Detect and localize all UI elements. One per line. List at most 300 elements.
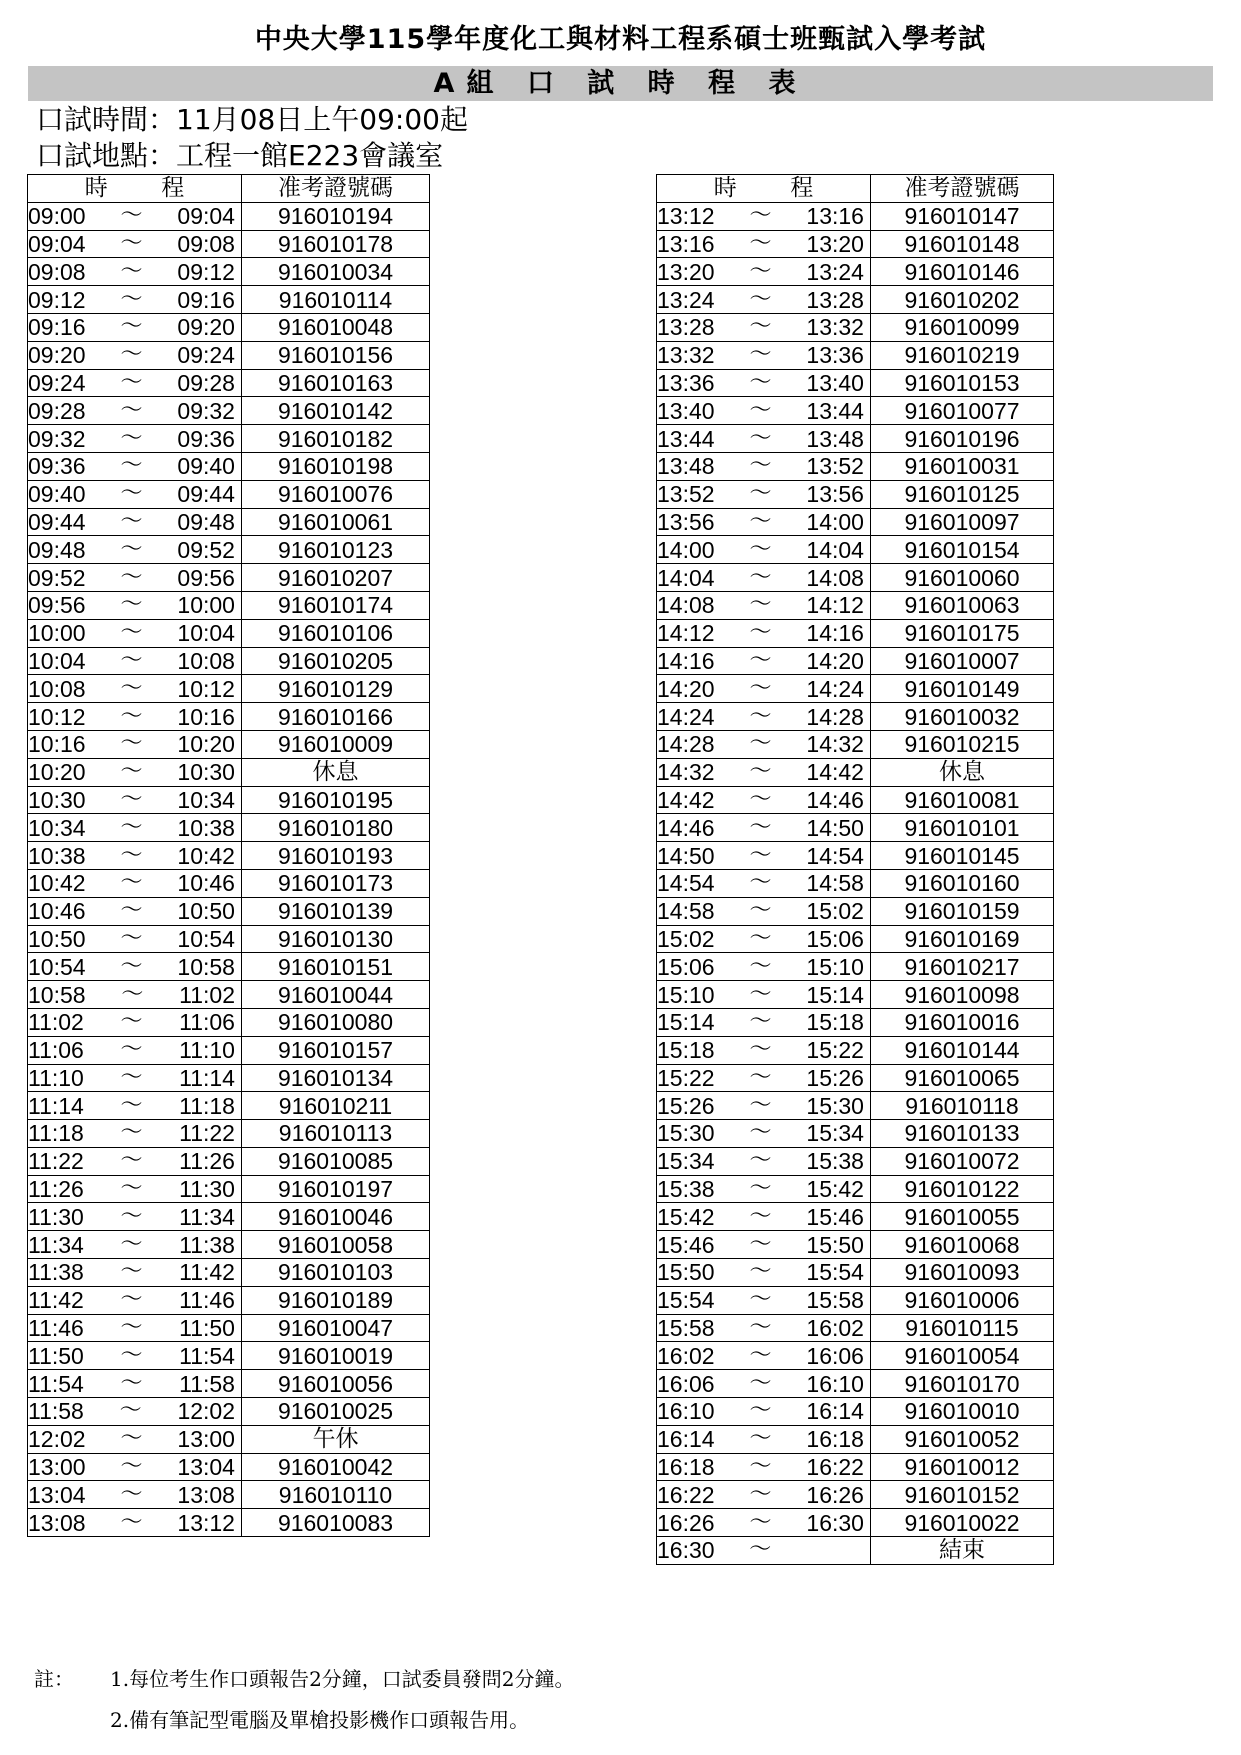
time-cell [28,425,242,453]
candidate-id-cell: 916010149 [871,675,1054,703]
candidate-id-cell: 916010006 [871,1286,1054,1314]
tilde-separator: ～ [120,342,143,368]
tilde-separator: ～ [749,1009,772,1035]
start-time: 13:52 [657,481,715,508]
start-time: 16:02 [657,1342,715,1369]
header-time [28,175,242,203]
candidate-id-cell: 916010016 [871,1008,1054,1036]
end-time: 11:38 [179,1231,235,1258]
start-time: 15:50 [657,1259,715,1286]
document-subtitle: A組 口 試 時 程 表 [433,68,808,99]
end-time: 10:00 [177,592,235,619]
start-time: 13:04 [28,1481,86,1508]
end-time: 09:40 [177,453,235,480]
tilde-separator: ～ [120,1231,143,1257]
table-row [28,1259,430,1287]
table-row [28,1175,430,1203]
table-row [657,258,1054,286]
time-cell [28,480,242,508]
status-cell: 休息 [242,758,430,786]
end-time: 09:20 [177,314,235,341]
start-time: 13:32 [657,342,715,369]
table-row [28,814,430,842]
candidate-id-cell: 916010219 [871,341,1054,369]
tilde-separator: ～ [749,1481,772,1507]
candidate-id-cell: 916010189 [242,1286,430,1314]
time-cell [657,619,871,647]
tilde-separator: ～ [749,1064,772,1090]
tilde-separator: ～ [749,1315,772,1341]
start-time: 09:24 [28,369,86,396]
time-cell [657,564,871,592]
candidate-id-cell: 916010182 [242,425,430,453]
time-cell [657,1314,871,1342]
end-time: 15:42 [806,1176,864,1203]
candidate-id-cell: 916010180 [242,814,430,842]
candidate-id-cell: 916010010 [871,1398,1054,1426]
tilde-separator: ～ [120,953,143,979]
start-time: 14:00 [657,536,715,563]
table-row [657,814,1054,842]
end-time: 13:24 [806,258,864,285]
time-cell [28,1481,242,1509]
start-time: 14:50 [657,842,715,869]
candidate-id-cell: 916010174 [242,591,430,619]
end-time: 14:46 [806,786,864,813]
start-time: 09:12 [28,286,86,313]
end-time: 09:16 [177,286,235,313]
start-time: 10:20 [28,759,86,786]
time-cell [28,1398,242,1426]
end-time: 15:30 [806,1092,864,1119]
end-time: 15:50 [806,1231,864,1258]
note-item-2: 2.備有筆記型電腦及單槍投影機作口頭報告用。 [110,1708,530,1732]
start-time: 11:34 [28,1231,84,1258]
start-time: 14:20 [657,675,715,702]
time-cell [28,730,242,758]
end-time: 11:18 [179,1092,235,1119]
tilde-separator: ～ [120,675,143,701]
table-row [28,1453,430,1481]
time-cell [657,397,871,425]
time-cell [28,786,242,814]
time-cell [657,591,871,619]
end-time: 15:22 [806,1037,864,1064]
end-time: 15:34 [806,1120,864,1147]
end-time: 11:42 [179,1259,235,1286]
table-row [657,286,1054,314]
time-cell [657,869,871,897]
start-time: 15:02 [657,925,715,952]
end-time: 15:26 [806,1064,864,1091]
tilde-separator: ～ [749,481,772,507]
start-time: 11:50 [28,1342,84,1369]
start-time: 11:38 [28,1259,84,1286]
candidate-id-cell: 916010148 [871,230,1054,258]
table-row [28,313,430,341]
tilde-separator: ～ [120,1203,143,1229]
tilde-separator: ～ [749,203,772,229]
table-row [28,619,430,647]
time-cell [657,897,871,925]
candidate-id-cell: 916010146 [871,258,1054,286]
time-cell [28,758,242,786]
time-cell [657,341,871,369]
tilde-separator: ～ [121,981,144,1007]
status-cell: 午休 [242,1425,430,1453]
candidate-id-cell: 916010175 [871,619,1054,647]
start-time: 09:48 [28,536,86,563]
tilde-separator: ～ [749,981,772,1007]
end-time: 11:10 [179,1037,235,1064]
table-row [657,1342,1054,1370]
candidate-id-cell: 916010077 [871,397,1054,425]
tilde-separator: ～ [120,1176,143,1202]
start-time: 13:56 [657,508,715,535]
end-time: 16:06 [806,1342,864,1369]
end-time: 14:24 [806,675,864,702]
start-time: 15:26 [657,1092,715,1119]
tilde-separator: ～ [119,1398,142,1424]
candidate-id-cell: 916010145 [871,842,1054,870]
tilde-separator: ～ [120,620,143,646]
table-row [657,1092,1054,1120]
table-row [28,1147,430,1175]
start-time: 12:02 [28,1426,86,1453]
end-time: 09:04 [177,203,235,230]
candidate-id-cell: 916010197 [242,1175,430,1203]
end-time: 15:58 [806,1287,864,1314]
tilde-separator: ～ [120,1092,143,1118]
header-time-char-1: 時 [713,175,737,202]
tilde-separator: ～ [120,1342,143,1368]
time-cell [28,369,242,397]
table-row [657,842,1054,870]
table-row [28,897,430,925]
start-time: 16:18 [657,1454,715,1481]
tilde-separator: ～ [120,536,143,562]
start-time: 10:00 [28,620,86,647]
end-time: 14:04 [806,536,864,563]
time-cell [657,1398,871,1426]
end-time: 15:06 [806,925,864,952]
tilde-separator: ～ [749,870,772,896]
tilde-separator: ～ [749,1537,772,1563]
candidate-id-cell: 916010159 [871,897,1054,925]
start-time: 14:12 [657,620,715,647]
candidate-id-cell: 916010025 [242,1398,430,1426]
end-time: 10:58 [177,953,235,980]
start-time: 09:40 [28,481,86,508]
end-time: 14:54 [806,842,864,869]
table-row [28,981,430,1009]
time-cell [28,313,242,341]
tilde-separator: ～ [120,1120,143,1146]
tilde-separator: ～ [120,314,143,340]
note-item-1: 1.每位考生作口頭報告2分鐘，口試委員發問2分鐘。 [110,1667,575,1691]
table-row [657,953,1054,981]
tilde-separator: ～ [749,230,772,256]
status-cell: 休息 [871,758,1054,786]
end-time: 10:34 [177,786,235,813]
candidate-id-cell: 916010118 [871,1092,1054,1120]
candidate-id-cell: 916010110 [242,1481,430,1509]
time-cell [28,202,242,230]
table-row [657,452,1054,480]
time-cell [28,1064,242,1092]
table-row [28,452,430,480]
end-time: 13:16 [806,203,864,230]
time-cell [657,1203,871,1231]
start-time: 11:02 [28,1009,84,1036]
end-time: 13:04 [177,1454,235,1481]
start-time: 15:38 [657,1176,715,1203]
table-row [657,1509,1054,1537]
end-time: 13:08 [177,1481,235,1508]
table-row [657,1453,1054,1481]
table-row [657,480,1054,508]
tilde-separator: ～ [120,230,143,256]
end-time: 13:44 [806,397,864,424]
time-cell [657,814,871,842]
end-time: 15:18 [806,1009,864,1036]
table-header-row [657,175,1054,203]
candidate-id-cell: 916010178 [242,230,430,258]
end-time: 10:12 [177,675,235,702]
start-time: 15:58 [657,1315,715,1342]
candidate-id-cell: 916010160 [871,869,1054,897]
table-row [657,591,1054,619]
tilde-separator: ～ [120,898,143,924]
tilde-separator: ～ [120,564,143,590]
tilde-separator: ～ [749,675,772,701]
end-time: 09:44 [177,481,235,508]
tilde-separator: ～ [749,536,772,562]
table-row [28,564,430,592]
end-time: 16:26 [806,1481,864,1508]
candidate-id-cell: 916010139 [242,897,430,925]
tilde-separator: ～ [749,1398,772,1424]
start-time: 13:08 [28,1509,86,1536]
table-row [28,1509,430,1537]
tilde-separator: ～ [749,620,772,646]
start-time: 10:16 [28,731,86,758]
time-cell [28,925,242,953]
start-time: 10:34 [28,814,86,841]
table-row [28,1398,430,1426]
start-time: 09:00 [28,203,86,230]
header-id: 准考證號碼 [871,175,1054,203]
end-time: 09:52 [177,536,235,563]
time-cell [28,1092,242,1120]
table-row [657,925,1054,953]
end-time: 11:22 [179,1120,235,1147]
candidate-id-cell: 916010101 [871,814,1054,842]
start-time: 16:22 [657,1481,715,1508]
tilde-separator: ～ [749,508,772,534]
table-row [657,1425,1054,1453]
end-time: 14:08 [806,564,864,591]
start-time: 11:06 [28,1037,84,1064]
start-time: 13:00 [28,1454,86,1481]
end-time: 09:36 [177,425,235,452]
start-time: 13:24 [657,286,715,313]
end-time: 16:18 [806,1426,864,1453]
table-row [657,508,1054,536]
time-cell [657,1120,871,1148]
end-time: 11:30 [179,1176,235,1203]
exam-time: 口試時間：11月08日上午09:00起 [36,103,468,136]
table-row [28,1203,430,1231]
tilde-separator: ～ [120,786,143,812]
time-cell [28,619,242,647]
table-row [657,1147,1054,1175]
table-row [28,647,430,675]
end-time: 13:52 [806,453,864,480]
end-time: 13:56 [806,481,864,508]
start-time: 13:44 [657,425,715,452]
table-row [657,897,1054,925]
end-time: 10:46 [177,870,235,897]
subtitle-bar [28,66,1213,101]
tilde-separator: ～ [120,397,143,423]
start-time: 11:46 [28,1315,84,1342]
end-time: 14:28 [806,703,864,730]
table-row [28,258,430,286]
start-time: 13:40 [657,397,715,424]
tilde-separator: ～ [749,647,772,673]
table-row [28,1008,430,1036]
tilde-separator: ～ [749,1148,772,1174]
candidate-id-cell: 916010031 [871,452,1054,480]
table-row [657,1314,1054,1342]
candidate-id-cell: 916010163 [242,369,430,397]
table-row [28,1425,430,1453]
time-cell [657,1008,871,1036]
candidate-id-cell: 916010130 [242,925,430,953]
tilde-separator: ～ [120,759,143,785]
tilde-separator: ～ [120,453,143,479]
candidate-id-cell: 916010080 [242,1008,430,1036]
candidate-id-cell: 916010170 [871,1370,1054,1398]
end-time: 16:14 [806,1398,864,1425]
time-cell [28,869,242,897]
tilde-separator: ～ [749,453,772,479]
start-time: 10:42 [28,870,86,897]
tilde-separator: ～ [749,898,772,924]
time-cell [28,1425,242,1453]
table-row [657,703,1054,731]
tilde-separator: ～ [749,592,772,618]
tilde-separator: ～ [749,1231,772,1257]
candidate-id-cell: 916010052 [871,1425,1054,1453]
start-time: 16:14 [657,1426,715,1453]
table-row [28,1064,430,1092]
tilde-separator: ～ [120,870,143,896]
end-time: 11:02 [179,981,235,1008]
tilde-separator: ～ [749,286,772,312]
candidate-id-cell: 916010153 [871,369,1054,397]
candidate-id-cell: 916010076 [242,480,430,508]
time-cell [28,1147,242,1175]
candidate-id-cell: 916010211 [242,1092,430,1120]
candidate-id-cell: 916010081 [871,786,1054,814]
tilde-separator: ～ [749,1037,772,1063]
candidate-id-cell: 916010215 [871,730,1054,758]
end-time: 11:46 [179,1287,235,1314]
table-row [657,1481,1054,1509]
start-time: 10:38 [28,842,86,869]
start-time: 15:22 [657,1064,715,1091]
end-time: 14:58 [806,870,864,897]
start-time: 13:36 [657,369,715,396]
header-time [657,175,871,203]
tilde-separator: ～ [120,1481,143,1507]
start-time: 10:54 [28,953,86,980]
candidate-id-cell: 916010058 [242,1231,430,1259]
table-row [28,786,430,814]
time-cell [657,1064,871,1092]
candidate-id-cell: 916010044 [242,981,430,1009]
time-cell [657,1175,871,1203]
tilde-separator: ～ [749,314,772,340]
candidate-id-cell: 916010061 [242,508,430,536]
end-time: 13:48 [806,425,864,452]
end-time: 13:40 [806,369,864,396]
table-header-row [28,175,430,203]
candidate-id-cell: 916010122 [871,1175,1054,1203]
time-cell [28,564,242,592]
candidate-id-cell: 916010217 [871,953,1054,981]
end-time: 11:26 [179,1148,235,1175]
tilde-separator: ～ [120,731,143,757]
time-cell [28,953,242,981]
candidate-id-cell: 916010032 [871,703,1054,731]
table-row [657,675,1054,703]
end-time: 10:54 [177,925,235,952]
table-row [657,341,1054,369]
start-time: 09:08 [28,258,86,285]
table-row [657,981,1054,1009]
start-time: 13:48 [657,453,715,480]
candidate-id-cell: 916010133 [871,1120,1054,1148]
candidate-id-cell: 916010047 [242,1314,430,1342]
table-row [28,425,430,453]
tilde-separator: ～ [749,1287,772,1313]
end-time: 13:32 [806,314,864,341]
table-row [657,564,1054,592]
end-time: 14:32 [806,731,864,758]
candidate-id-cell: 916010055 [871,1203,1054,1231]
candidate-id-cell: 916010093 [871,1259,1054,1287]
tilde-separator: ～ [120,1426,143,1452]
table-row [28,925,430,953]
start-time: 10:08 [28,675,86,702]
schedule-table-left [27,174,430,1537]
start-time: 14:24 [657,703,715,730]
time-cell [657,1036,871,1064]
candidate-id-cell: 916010060 [871,564,1054,592]
time-cell [28,1036,242,1064]
start-time: 15:06 [657,953,715,980]
start-time: 11:30 [28,1203,84,1230]
candidate-id-cell: 916010048 [242,313,430,341]
table-row [657,1064,1054,1092]
end-time: 15:02 [806,898,864,925]
candidate-id-cell: 916010194 [242,202,430,230]
tilde-separator: ～ [749,814,772,840]
start-time: 11:10 [28,1064,84,1091]
